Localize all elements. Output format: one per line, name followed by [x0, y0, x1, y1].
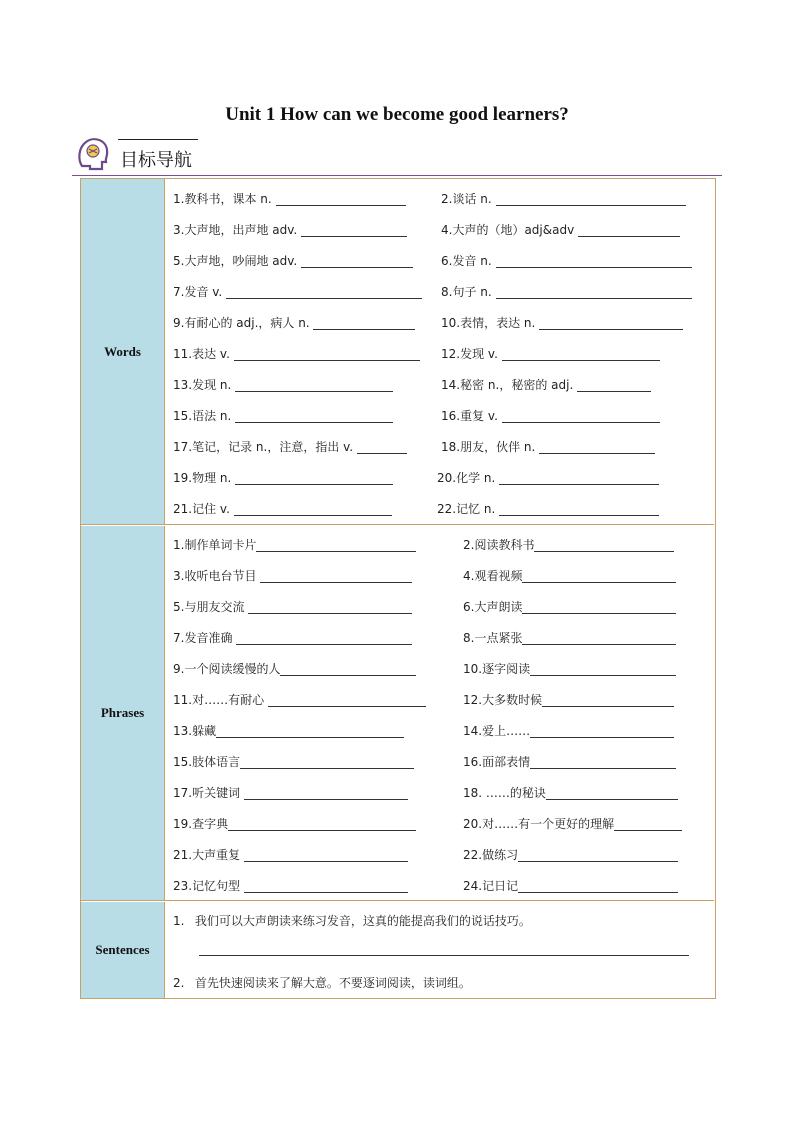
answer-blank[interactable] — [260, 570, 412, 583]
word-item-5 — [173, 252, 413, 269]
phrase-text: 18. ……的秘诀 — [463, 786, 546, 800]
answer-blank[interactable] — [244, 849, 408, 862]
answer-blank[interactable] — [577, 379, 651, 392]
word-text: 11.表达 v. — [173, 347, 230, 361]
word-text: 19.物理 n. — [173, 471, 232, 485]
answer-blank[interactable] — [244, 787, 408, 800]
word-text: 7.发音 v. — [173, 285, 223, 299]
phrase-text: 13.躲藏 — [173, 724, 217, 738]
word-text: 21.记住 v. — [173, 502, 230, 516]
word-text: 2.谈话 n. — [441, 192, 492, 206]
answer-blank[interactable] — [522, 601, 676, 614]
phrase-item-24 — [463, 877, 678, 894]
word-item-9 — [173, 314, 415, 331]
phrase-text: 17.听关键词 — [173, 786, 241, 800]
answer-blank[interactable] — [499, 503, 659, 516]
sentence-number: 2. — [173, 976, 185, 990]
answer-blank[interactable] — [530, 756, 676, 769]
phrase-text: 6.大声朗读 — [463, 600, 523, 614]
answer-blank[interactable] — [539, 317, 683, 330]
word-item-12 — [441, 345, 660, 362]
answer-blank[interactable] — [256, 539, 416, 552]
word-text: 22.记忆 n. — [437, 502, 496, 516]
answer-blank[interactable] — [614, 818, 682, 831]
phrase-text: 5.与朋友交流 — [173, 600, 245, 614]
phrase-item-16 — [463, 753, 676, 770]
word-text: 6.发音 n. — [441, 254, 492, 268]
phrase-text: 7.发音准确 — [173, 631, 233, 645]
phrase-item-9 — [173, 660, 416, 677]
phrase-text: 12.大多数时候 — [463, 693, 543, 707]
phrase-text: 11.对……有耐心 — [173, 693, 265, 707]
word-text: 17.笔记，记录 n.，注意，指出 v. — [173, 440, 354, 454]
answer-blank[interactable] — [518, 880, 678, 893]
answer-blank[interactable] — [236, 632, 412, 645]
answer-blank[interactable] — [539, 441, 655, 454]
word-item-6 — [441, 252, 692, 269]
answer-blank[interactable] — [199, 943, 689, 956]
phrase-text: 22.做练习 — [463, 848, 519, 862]
phrase-item-12 — [463, 691, 674, 708]
phrase-item-15 — [173, 753, 414, 770]
header-rule — [72, 175, 722, 176]
phrases-section — [81, 526, 714, 900]
word-item-7 — [173, 283, 422, 300]
word-text: 4.大声的（地）adj&adv — [441, 223, 575, 237]
word-text: 15.语法 n. — [173, 409, 232, 423]
word-item-17 — [173, 438, 407, 455]
word-text: 9.有耐心的 adj.，病人 n. — [173, 316, 310, 330]
answer-blank[interactable] — [268, 694, 426, 707]
sentence-item-1 — [173, 912, 531, 929]
head-brain-icon — [76, 136, 110, 172]
words-label: Words — [81, 179, 165, 524]
phrase-item-13 — [173, 722, 404, 739]
answer-blank[interactable] — [301, 224, 407, 237]
answer-blank[interactable] — [244, 880, 408, 893]
word-text: 12.发现 v. — [441, 347, 498, 361]
answer-blank[interactable] — [496, 286, 692, 299]
answer-blank[interactable] — [542, 694, 674, 707]
page-title: Unit 1 How can we become good learners? — [225, 104, 569, 125]
word-item-8 — [441, 283, 692, 300]
word-text: 18.朋友，伙伴 n. — [441, 440, 536, 454]
phrase-item-5 — [173, 598, 412, 615]
answer-blank[interactable] — [276, 193, 406, 206]
word-item-4 — [441, 221, 680, 238]
phrase-text: 19.查字典 — [173, 817, 229, 831]
answer-blank[interactable] — [534, 539, 674, 552]
word-item-22 — [437, 500, 659, 517]
phrase-item-17 — [173, 784, 408, 801]
phrase-text: 8.一点紧张 — [463, 631, 523, 645]
phrases-label: Phrases — [81, 526, 165, 900]
word-text: 20.化学 n. — [437, 471, 496, 485]
word-text: 10.表情，表达 n. — [441, 316, 536, 330]
answer-blank[interactable] — [530, 725, 674, 738]
answer-blank[interactable] — [496, 193, 686, 206]
word-item-1 — [173, 190, 406, 207]
answer-blank[interactable] — [240, 756, 414, 769]
header-heading: 目标导航 — [120, 150, 192, 171]
phrase-text: 20.对……有一个更好的理解 — [463, 817, 615, 831]
sentence-text: 首先快速阅读来了解大意。不要逐词阅读，读词组。 — [194, 976, 471, 990]
phrase-item-18 — [463, 784, 678, 801]
phrase-item-4 — [463, 567, 676, 584]
word-item-14 — [441, 376, 651, 393]
phrase-text: 21.大声重复 — [173, 848, 241, 862]
word-item-20 — [437, 469, 659, 486]
answer-blank[interactable] — [496, 255, 692, 268]
word-item-18 — [441, 438, 655, 455]
phrase-item-20 — [463, 815, 682, 832]
answer-blank[interactable] — [530, 663, 676, 676]
phrase-item-6 — [463, 598, 676, 615]
word-item-21 — [173, 500, 392, 517]
answer-blank[interactable] — [578, 224, 680, 237]
answer-blank[interactable] — [234, 348, 420, 361]
sentences-label: Sentences — [81, 902, 165, 998]
answer-blank[interactable] — [502, 348, 660, 361]
phrase-item-10 — [463, 660, 676, 677]
answer-blank[interactable] — [280, 663, 416, 676]
word-text: 8.句子 n. — [441, 285, 492, 299]
sentence-answer-line-1 — [199, 942, 689, 956]
word-text: 5.大声地，吵闹地 adv. — [173, 254, 298, 268]
answer-blank[interactable] — [546, 787, 678, 800]
words-section — [81, 179, 714, 524]
phrase-item-1 — [173, 536, 416, 553]
word-item-3 — [173, 221, 407, 238]
word-item-10 — [441, 314, 683, 331]
answer-blank[interactable] — [216, 725, 404, 738]
phrase-item-11 — [173, 691, 426, 708]
word-item-13 — [173, 376, 393, 393]
word-text: 16.重复 v. — [441, 409, 498, 423]
phrase-text: 4.观看视频 — [463, 569, 523, 583]
word-item-16 — [441, 407, 660, 424]
word-text: 14.秘密 n.，秘密的 adj. — [441, 378, 574, 392]
answer-blank[interactable] — [226, 286, 422, 299]
word-text: 1.教科书，课本 n. — [173, 192, 272, 206]
sentence-item-2 — [173, 974, 471, 991]
answer-blank[interactable] — [228, 818, 416, 831]
word-text: 3.大声地，出声地 adv. — [173, 223, 298, 237]
answer-blank[interactable] — [235, 410, 393, 423]
answer-blank[interactable] — [357, 441, 407, 454]
phrase-text: 14.爱上…… — [463, 724, 531, 738]
phrase-text: 1.制作单词卡片 — [173, 538, 257, 552]
worksheet-table — [80, 178, 716, 999]
word-item-2 — [441, 190, 686, 207]
phrase-text: 10.逐字阅读 — [463, 662, 531, 676]
answer-blank[interactable] — [301, 255, 413, 268]
phrase-item-3 — [173, 567, 412, 584]
phrase-item-22 — [463, 846, 678, 863]
phrase-item-23 — [173, 877, 408, 894]
sentence-number: 1. — [173, 914, 185, 928]
answer-blank[interactable] — [499, 472, 659, 485]
word-item-19 — [173, 469, 393, 486]
answer-blank[interactable] — [313, 317, 415, 330]
phrase-text: 3.收听电台节目 — [173, 569, 257, 583]
answer-blank[interactable] — [522, 570, 676, 583]
phrase-item-2 — [463, 536, 674, 553]
word-item-15 — [173, 407, 393, 424]
phrase-item-7 — [173, 629, 412, 646]
word-item-11 — [173, 345, 420, 362]
section-divider — [81, 524, 714, 525]
answer-blank[interactable] — [235, 472, 393, 485]
section-header — [72, 132, 722, 178]
phrase-item-19 — [173, 815, 416, 832]
sentence-text: 我们可以大声朗读来练习发音，这真的能提高我们的说话技巧。 — [194, 914, 531, 928]
phrase-item-21 — [173, 846, 408, 863]
word-text: 13.发现 n. — [173, 378, 232, 392]
answer-blank[interactable] — [518, 849, 678, 862]
phrase-item-8 — [463, 629, 676, 646]
section-divider — [81, 900, 714, 901]
sentences-section — [81, 902, 714, 998]
phrase-text: 9.一个阅读缓慢的人 — [173, 662, 281, 676]
answer-blank[interactable] — [522, 632, 676, 645]
answer-blank[interactable] — [235, 379, 393, 392]
phrase-text: 24.记日记 — [463, 879, 519, 893]
phrase-text: 16.面部表情 — [463, 755, 531, 769]
phrase-text: 2.阅读教科书 — [463, 538, 535, 552]
phrase-item-14 — [463, 722, 674, 739]
header-top-line — [118, 139, 198, 140]
phrase-text: 23.记忆句型 — [173, 879, 241, 893]
answer-blank[interactable] — [234, 503, 392, 516]
phrase-text: 15.肢体语言 — [173, 755, 241, 769]
answer-blank[interactable] — [502, 410, 660, 423]
answer-blank[interactable] — [248, 601, 412, 614]
